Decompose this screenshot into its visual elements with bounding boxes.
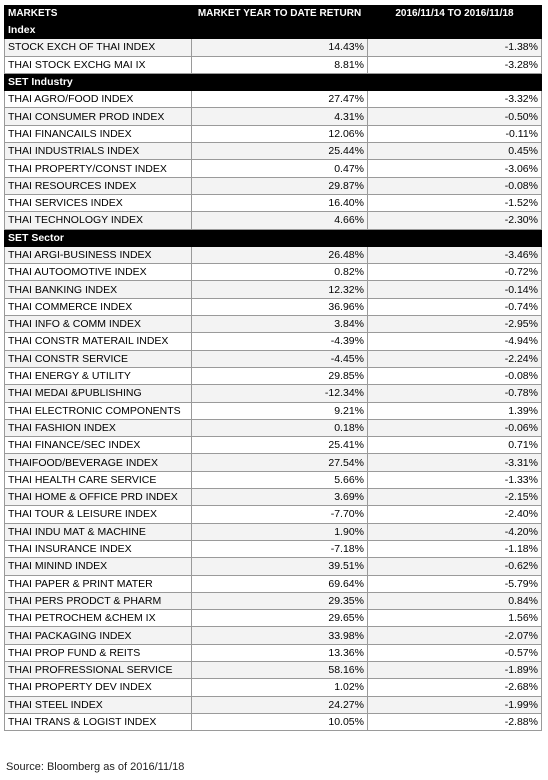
ytd-return-cell: 27.47% [192,91,368,108]
ytd-return-cell: 25.44% [192,143,368,160]
week-return-cell: -2.24% [368,350,542,367]
market-name-cell: THAI PAPER & PRINT MATER [5,575,192,592]
ytd-return-cell: 12.32% [192,281,368,298]
market-name-cell: THAI COMMERCE INDEX [5,298,192,315]
ytd-return-cell: -7.70% [192,506,368,523]
header-ytd-return: MARKET YEAR TO DATE RETURN [192,6,368,22]
week-return-cell: -0.08% [368,177,542,194]
table-row [5,661,542,678]
table-row [5,367,542,384]
section-header-row [5,73,542,90]
week-return-cell: 0.84% [368,592,542,609]
ytd-return-cell: 3.84% [192,316,368,333]
ytd-return-cell: 29.65% [192,610,368,627]
ytd-return-cell: 1.90% [192,523,368,540]
ytd-return-cell: 8.81% [192,56,368,73]
ytd-return-cell: -12.34% [192,385,368,402]
section-title: SET Sector [5,229,542,246]
market-name-cell: THAI INSURANCE INDEX [5,540,192,557]
ytd-return-cell: 12.06% [192,125,368,142]
table-row [5,713,542,730]
market-name-cell: THAI FASHION INDEX [5,419,192,436]
week-return-cell: -2.07% [368,627,542,644]
ytd-return-cell: 14.43% [192,39,368,56]
table-row [5,212,542,229]
market-name-cell: THAI PROFRESSIONAL SERVICE [5,661,192,678]
week-return-cell: -0.62% [368,558,542,575]
market-name-cell: THAI AGRO/FOOD INDEX [5,91,192,108]
section-title: SET Industry [5,73,542,90]
ytd-return-cell: 29.35% [192,592,368,609]
table-row [5,489,542,506]
section-header-row [5,22,542,39]
table-row [5,281,542,298]
week-return-cell: -2.30% [368,212,542,229]
ytd-return-cell: -4.39% [192,333,368,350]
ytd-return-cell: 29.87% [192,177,368,194]
table-row [5,125,542,142]
table-row [5,437,542,454]
week-return-cell: -1.18% [368,540,542,557]
market-name-cell: THAI PERS PRODCT & PHARM [5,592,192,609]
ytd-return-cell: 4.66% [192,212,368,229]
ytd-return-cell: 24.27% [192,696,368,713]
table-row [5,350,542,367]
table-row [5,644,542,661]
table-row [5,592,542,609]
ytd-return-cell: 10.05% [192,713,368,730]
ytd-return-cell: 29.85% [192,367,368,384]
market-name-cell: THAI PROP FUND & REITS [5,644,192,661]
week-return-cell: -2.88% [368,713,542,730]
market-name-cell: THAI PROPERTY DEV INDEX [5,679,192,696]
table-row [5,298,542,315]
section-title: Index [5,22,542,39]
table-row [5,143,542,160]
table-row [5,627,542,644]
table-header-row [5,6,542,22]
market-name-cell: THAI ENERGY & UTILITY [5,367,192,384]
ytd-return-cell: 0.18% [192,419,368,436]
ytd-return-cell: 33.98% [192,627,368,644]
table-row [5,419,542,436]
week-return-cell: -1.33% [368,471,542,488]
week-return-cell: -1.89% [368,661,542,678]
market-name-cell: THAI STOCK EXCHG MAI IX [5,56,192,73]
week-return-cell: -2.95% [368,316,542,333]
ytd-return-cell: 69.64% [192,575,368,592]
market-name-cell: THAI BANKING INDEX [5,281,192,298]
ytd-return-cell: 1.02% [192,679,368,696]
market-name-cell: THAI TECHNOLOGY INDEX [5,212,192,229]
market-name-cell: STOCK EXCH OF THAI INDEX [5,39,192,56]
week-return-cell: -0.08% [368,367,542,384]
ytd-return-cell: -7.18% [192,540,368,557]
table-row [5,56,542,73]
ytd-return-cell: 27.54% [192,454,368,471]
market-name-cell: THAIFOOD/BEVERAGE INDEX [5,454,192,471]
week-return-cell: 1.39% [368,402,542,419]
market-name-cell: THAI CONSTR MATERAIL INDEX [5,333,192,350]
ytd-return-cell: 39.51% [192,558,368,575]
market-name-cell: THAI CONSUMER PROD INDEX [5,108,192,125]
week-return-cell: -1.38% [368,39,542,56]
week-return-cell: -0.72% [368,264,542,281]
market-name-cell: THAI MEDAI &PUBLISHING [5,385,192,402]
ytd-return-cell: 13.36% [192,644,368,661]
table-row [5,679,542,696]
week-return-cell: -3.46% [368,246,542,263]
market-name-cell: THAI ELECTRONIC COMPONENTS [5,402,192,419]
week-return-cell: -0.50% [368,108,542,125]
table-row [5,558,542,575]
week-return-cell: -1.52% [368,194,542,211]
week-return-cell: -2.15% [368,489,542,506]
week-return-cell: -0.06% [368,419,542,436]
market-name-cell: THAI RESOURCES INDEX [5,177,192,194]
market-name-cell: THAI MININD INDEX [5,558,192,575]
table-row [5,91,542,108]
week-return-cell: -3.31% [368,454,542,471]
ytd-return-cell: 4.31% [192,108,368,125]
market-returns-table [4,5,542,731]
table-row [5,610,542,627]
table-row [5,264,542,281]
week-return-cell: -2.68% [368,679,542,696]
week-return-cell: -0.57% [368,644,542,661]
table-row [5,316,542,333]
market-name-cell: THAI AUTOOMOTIVE INDEX [5,264,192,281]
week-return-cell: -0.78% [368,385,542,402]
ytd-return-cell: 5.66% [192,471,368,488]
table-row [5,385,542,402]
week-return-cell: 1.56% [368,610,542,627]
market-name-cell: THAI TRANS & LOGIST INDEX [5,713,192,730]
market-name-cell: THAI STEEL INDEX [5,696,192,713]
table-row [5,471,542,488]
table-row [5,523,542,540]
header-markets: MARKETS [5,6,192,22]
table-body [5,22,542,731]
table-row [5,177,542,194]
table-row [5,108,542,125]
table-row [5,454,542,471]
week-return-cell: -5.79% [368,575,542,592]
market-name-cell: THAI INDU MAT & MACHINE [5,523,192,540]
ytd-return-cell: 25.41% [192,437,368,454]
week-return-cell: -4.94% [368,333,542,350]
market-name-cell: THAI ARGI-BUSINESS INDEX [5,246,192,263]
market-name-cell: THAI SERVICES INDEX [5,194,192,211]
table-row [5,506,542,523]
market-name-cell: THAI HEALTH CARE SERVICE [5,471,192,488]
market-name-cell: THAI FINANCE/SEC INDEX [5,437,192,454]
week-return-cell: -3.28% [368,56,542,73]
week-return-cell: -3.06% [368,160,542,177]
table-row [5,160,542,177]
week-return-cell: -0.74% [368,298,542,315]
market-name-cell: THAI HOME & OFFICE PRD INDEX [5,489,192,506]
week-return-cell: -2.40% [368,506,542,523]
table-row [5,39,542,56]
table-row [5,575,542,592]
table-row [5,402,542,419]
table-row [5,333,542,350]
ytd-return-cell: 36.96% [192,298,368,315]
week-return-cell: -3.32% [368,91,542,108]
ytd-return-cell: 0.82% [192,264,368,281]
market-name-cell: THAI PETROCHEM &CHEM IX [5,610,192,627]
market-name-cell: THAI PROPERTY/CONST INDEX [5,160,192,177]
ytd-return-cell: 9.21% [192,402,368,419]
market-name-cell: THAI PACKAGING INDEX [5,627,192,644]
header-week-range: 2016/11/14 TO 2016/11/18 [368,6,542,22]
table-row [5,696,542,713]
market-name-cell: THAI INFO & COMM INDEX [5,316,192,333]
ytd-return-cell: -4.45% [192,350,368,367]
week-return-cell: -1.99% [368,696,542,713]
market-name-cell: THAI TOUR & LEISURE INDEX [5,506,192,523]
week-return-cell: -0.11% [368,125,542,142]
week-return-cell: -0.14% [368,281,542,298]
ytd-return-cell: 16.40% [192,194,368,211]
ytd-return-cell: 3.69% [192,489,368,506]
section-header-row [5,229,542,246]
ytd-return-cell: 58.16% [192,661,368,678]
table-row [5,194,542,211]
ytd-return-cell: 0.47% [192,160,368,177]
table-row [5,246,542,263]
table-row [5,540,542,557]
ytd-return-cell: 26.48% [192,246,368,263]
market-name-cell: THAI CONSTR SERVICE [5,350,192,367]
week-return-cell: 0.45% [368,143,542,160]
week-return-cell: -4.20% [368,523,542,540]
week-return-cell: 0.71% [368,437,542,454]
market-name-cell: THAI INDUSTRIALS INDEX [5,143,192,160]
market-name-cell: THAI FINANCAILS INDEX [5,125,192,142]
source-note: Source: Bloomberg as of 2016/11/18 [6,761,185,773]
